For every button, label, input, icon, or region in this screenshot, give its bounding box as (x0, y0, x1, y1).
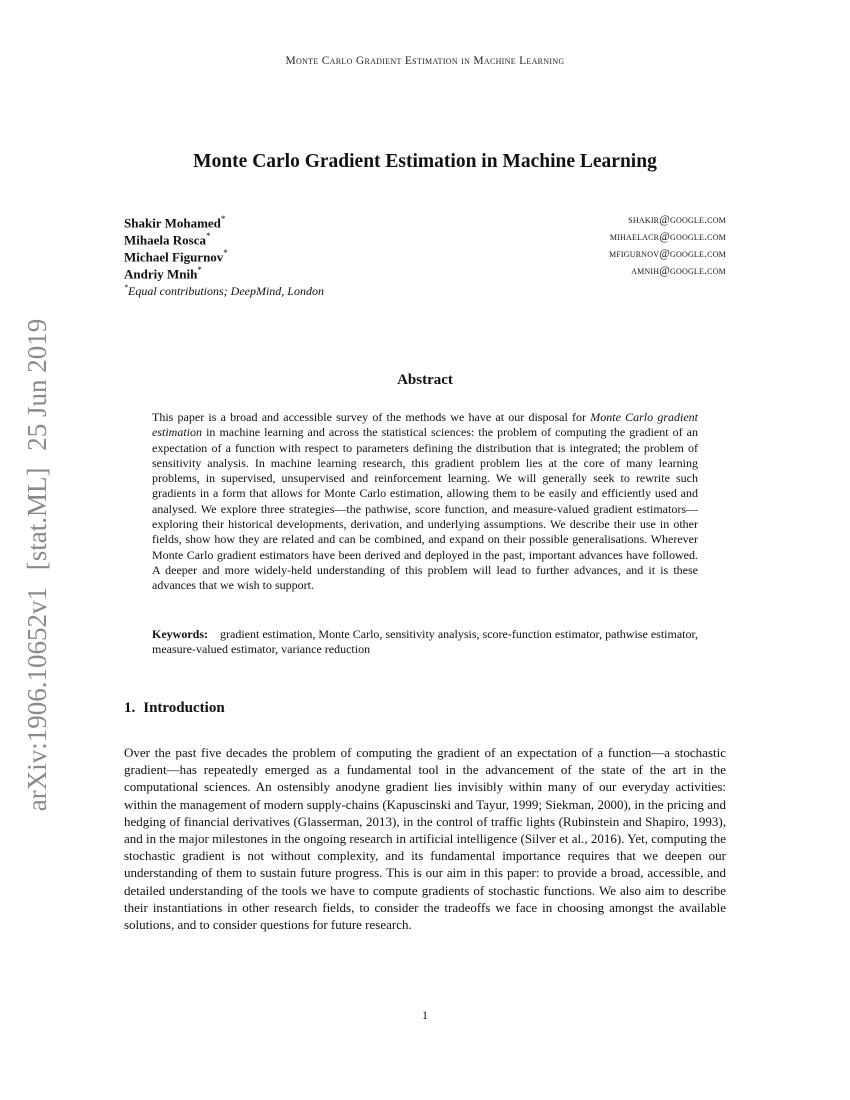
abstract-emphasis: Monte Carlo gradient estimation (152, 410, 698, 440)
keywords-label: Keywords: (152, 627, 208, 641)
paper-title: Monte Carlo Gradient Estimation in Machine Learning (193, 151, 657, 172)
author-row (124, 265, 726, 282)
author-email[interactable]: amnih@google.com (631, 265, 726, 277)
running-head: Monte Carlo Gradient Estimation in Machine Learning (285, 55, 565, 67)
arxiv-category: [stat.ML] (22, 467, 52, 571)
author-name: Michael Figurnov* (124, 248, 228, 265)
author-email[interactable]: mfigurnov@google.com (608, 248, 726, 260)
keywords-text: gradient estimation, Monte Carlo, sensitivity analysis, score-function estimator, pathwise estimator, measure-valued estimator, variance reduction (152, 627, 698, 657)
author-row (124, 214, 726, 231)
abstract-body: This paper is a broad and accessible survey of the methods we have at our disposal for Monte Carlo gradient estimation in machine learning and across the statistical sciences: the problem of computing the gradient of an expectation of a function with respect to parameters defining the distribution that is integrated; the problem of sensitivity analysis. In machine learning research, this gradient problem lies at the core of many learning problems, in supervised, unsupervised and reinforcement learning. We will generally seek to rewrite such gradients in a form that allows for Monte Carlo estimation, allowing them to be easily and efficiently used and analysed. We explore three strategies—the pathwise, score function, and measure-valued gradient estimators—exploring their historical developments, derivation, and underlying assumptions. We describe their use in other fields, show how they are related and can be combined, and expand on their possible generalisations. Wherever Monte Carlo gradient estimators have been derived and deployed in the past, important advances have followed. A deeper and more widely-held understanding of this problem will lead to further advances, and it is these advances that we wish to support. (152, 410, 699, 593)
author-row (124, 248, 726, 265)
intro-paragraph: Over the past five decades the problem of computing the gradient of an expectation of a function—a stochastic gradient—has repeatedly emerged as a fundamental tool in the advancement of the state of the art in the computational sciences. An ostensibly anodyne gradient lies invisibly within many of our everyday activities: within the management of modern supply-chains (Kapuscinski and Tayur, 1999; Siekman, 2000), in the pricing and hedging of financial derivatives (Glasserman, 2013), in the control of traffic lights (Rubinstein and Shapiro, 1993), and in the major milestones in the ongoing research in artificial intelligence (Silver et al., 2016). Yet, computing the stochastic gradient is not without complexity, and its fundamental importance requires that we deepen our understanding of them to sustain future progress. This is our aim in this paper: to provide a broad, accessible, and detailed understanding of the tools we have to compute gradients of stochastic functions. We also aim to describe their instantiations in other research fields, to consider the tradeoffs we face in choosing amongst the available solutions, and to consider questions for future research. (124, 745, 726, 933)
section-heading: 1. Introduction (124, 700, 225, 716)
abstract-heading: Abstract (397, 372, 453, 388)
page-number: 1 (422, 1008, 428, 1022)
author-email[interactable]: shakir@google.com (628, 214, 726, 226)
arxiv-date: 25 Jun 2019 (22, 318, 52, 451)
author-block (124, 214, 726, 299)
author-name: Mihaela Rosca* (124, 231, 211, 248)
author-row (124, 231, 726, 248)
arxiv-id[interactable]: arXiv:1906.10652v1 (22, 587, 52, 812)
affiliation-note: *Equal contributions; DeepMind, London (124, 283, 324, 298)
author-name: Andriy Mnih* (124, 265, 202, 282)
keywords (152, 627, 698, 658)
author-name: Shakir Mohamed* (124, 214, 226, 231)
author-email[interactable]: mihaelacr@google.com (609, 231, 726, 243)
